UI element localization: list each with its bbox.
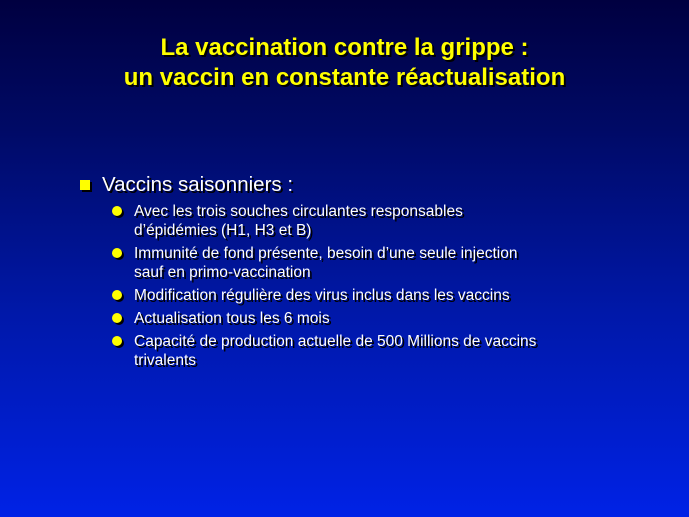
section-heading-row [80, 172, 293, 198]
bullet-text-line: Modification régulière des virus inclus dans les vaccins [134, 287, 510, 304]
title-line-2: un vaccin en constante réactualisation [123, 64, 566, 91]
round-bullet-icon [112, 248, 122, 258]
list-item [110, 309, 670, 328]
round-bullet-icon [112, 206, 122, 216]
square-bullet-icon [80, 180, 90, 190]
bullet-text-line: trivalents [134, 352, 197, 369]
bullet-text-line: sauf en primo-vaccination [134, 264, 311, 281]
title-line-1: La vaccination contre la grippe : [160, 34, 529, 61]
bullet-text-line: Avec les trois souches circulantes responsables [134, 203, 463, 220]
slide-title [0, 33, 689, 93]
section-heading: Vaccins saisonniers : [102, 173, 294, 196]
list-item [110, 202, 670, 240]
list-item [110, 332, 670, 370]
round-bullet-icon [112, 290, 122, 300]
round-bullet-icon [112, 313, 122, 323]
list-item [110, 244, 670, 282]
bullet-text-line: Capacité de production actuelle de 500 Millions de vaccins [134, 333, 537, 350]
bullet-text-line: Immunité de fond présente, besoin d’une seule injection [134, 245, 518, 262]
round-bullet-icon [112, 336, 122, 346]
list-item [110, 286, 670, 305]
bullet-list [110, 202, 670, 374]
bullet-text-line: d’épidémies (H1, H3 et B) [134, 222, 312, 239]
bullet-text-line: Actualisation tous les 6 mois [134, 310, 330, 327]
